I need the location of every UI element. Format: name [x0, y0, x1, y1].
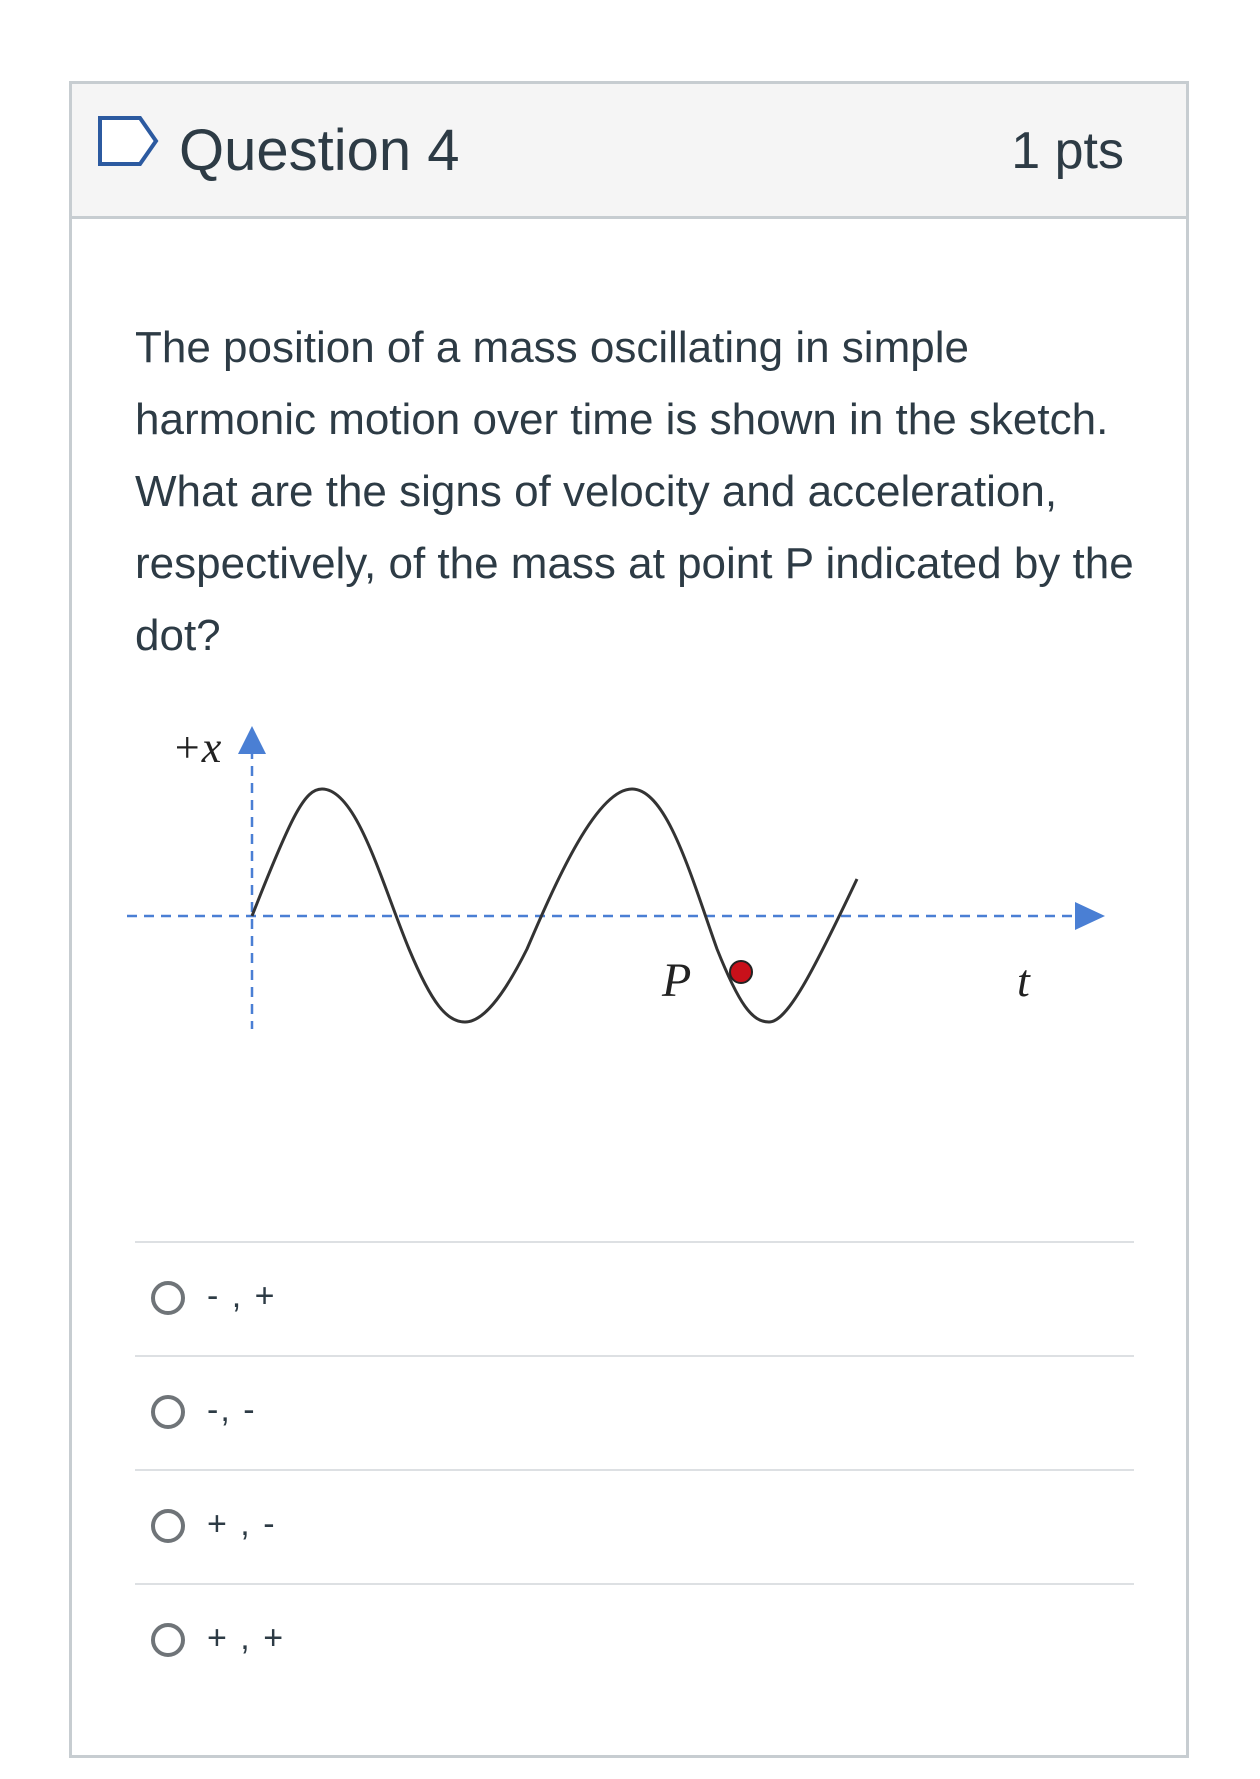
question-points: 1 pts — [1011, 122, 1124, 180]
question-header — [72, 84, 1186, 219]
position-time-sketch — [127, 704, 1107, 1184]
answer-option-4[interactable] — [135, 1583, 1134, 1697]
point-p-label: P — [662, 954, 692, 1007]
y-axis-label: +x — [172, 723, 222, 772]
answer-label: - , + — [207, 1277, 277, 1315]
question-text: The position of a mass oscillating in simple harmonic motion over time is shown in the sketch. What are the signs of velocity and acceleration, respectively, of the mass at point P indicated by the dot? — [135, 323, 1134, 660]
sine-curve — [252, 789, 857, 1022]
bookmark-flag-icon[interactable] — [96, 114, 160, 168]
answer-option-2[interactable] — [135, 1355, 1134, 1469]
answer-option-3[interactable] — [135, 1469, 1134, 1583]
point-p-dot — [730, 961, 752, 983]
answer-list — [135, 1241, 1134, 1697]
radio-button[interactable] — [151, 1623, 185, 1657]
radio-button[interactable] — [151, 1281, 185, 1315]
answer-label: -, - — [207, 1391, 257, 1429]
radio-button[interactable] — [151, 1395, 185, 1429]
answer-label: + , + — [207, 1619, 286, 1657]
answer-label: + , - — [207, 1505, 277, 1543]
question-title: Question 4 — [179, 118, 460, 183]
t-axis-arrow-icon — [1075, 902, 1105, 930]
radio-button[interactable] — [151, 1509, 185, 1543]
x-axis-label: t — [1017, 955, 1030, 1006]
answer-option-1[interactable] — [135, 1241, 1134, 1355]
question-card — [69, 81, 1189, 1758]
x-axis-arrow-icon — [238, 726, 266, 754]
